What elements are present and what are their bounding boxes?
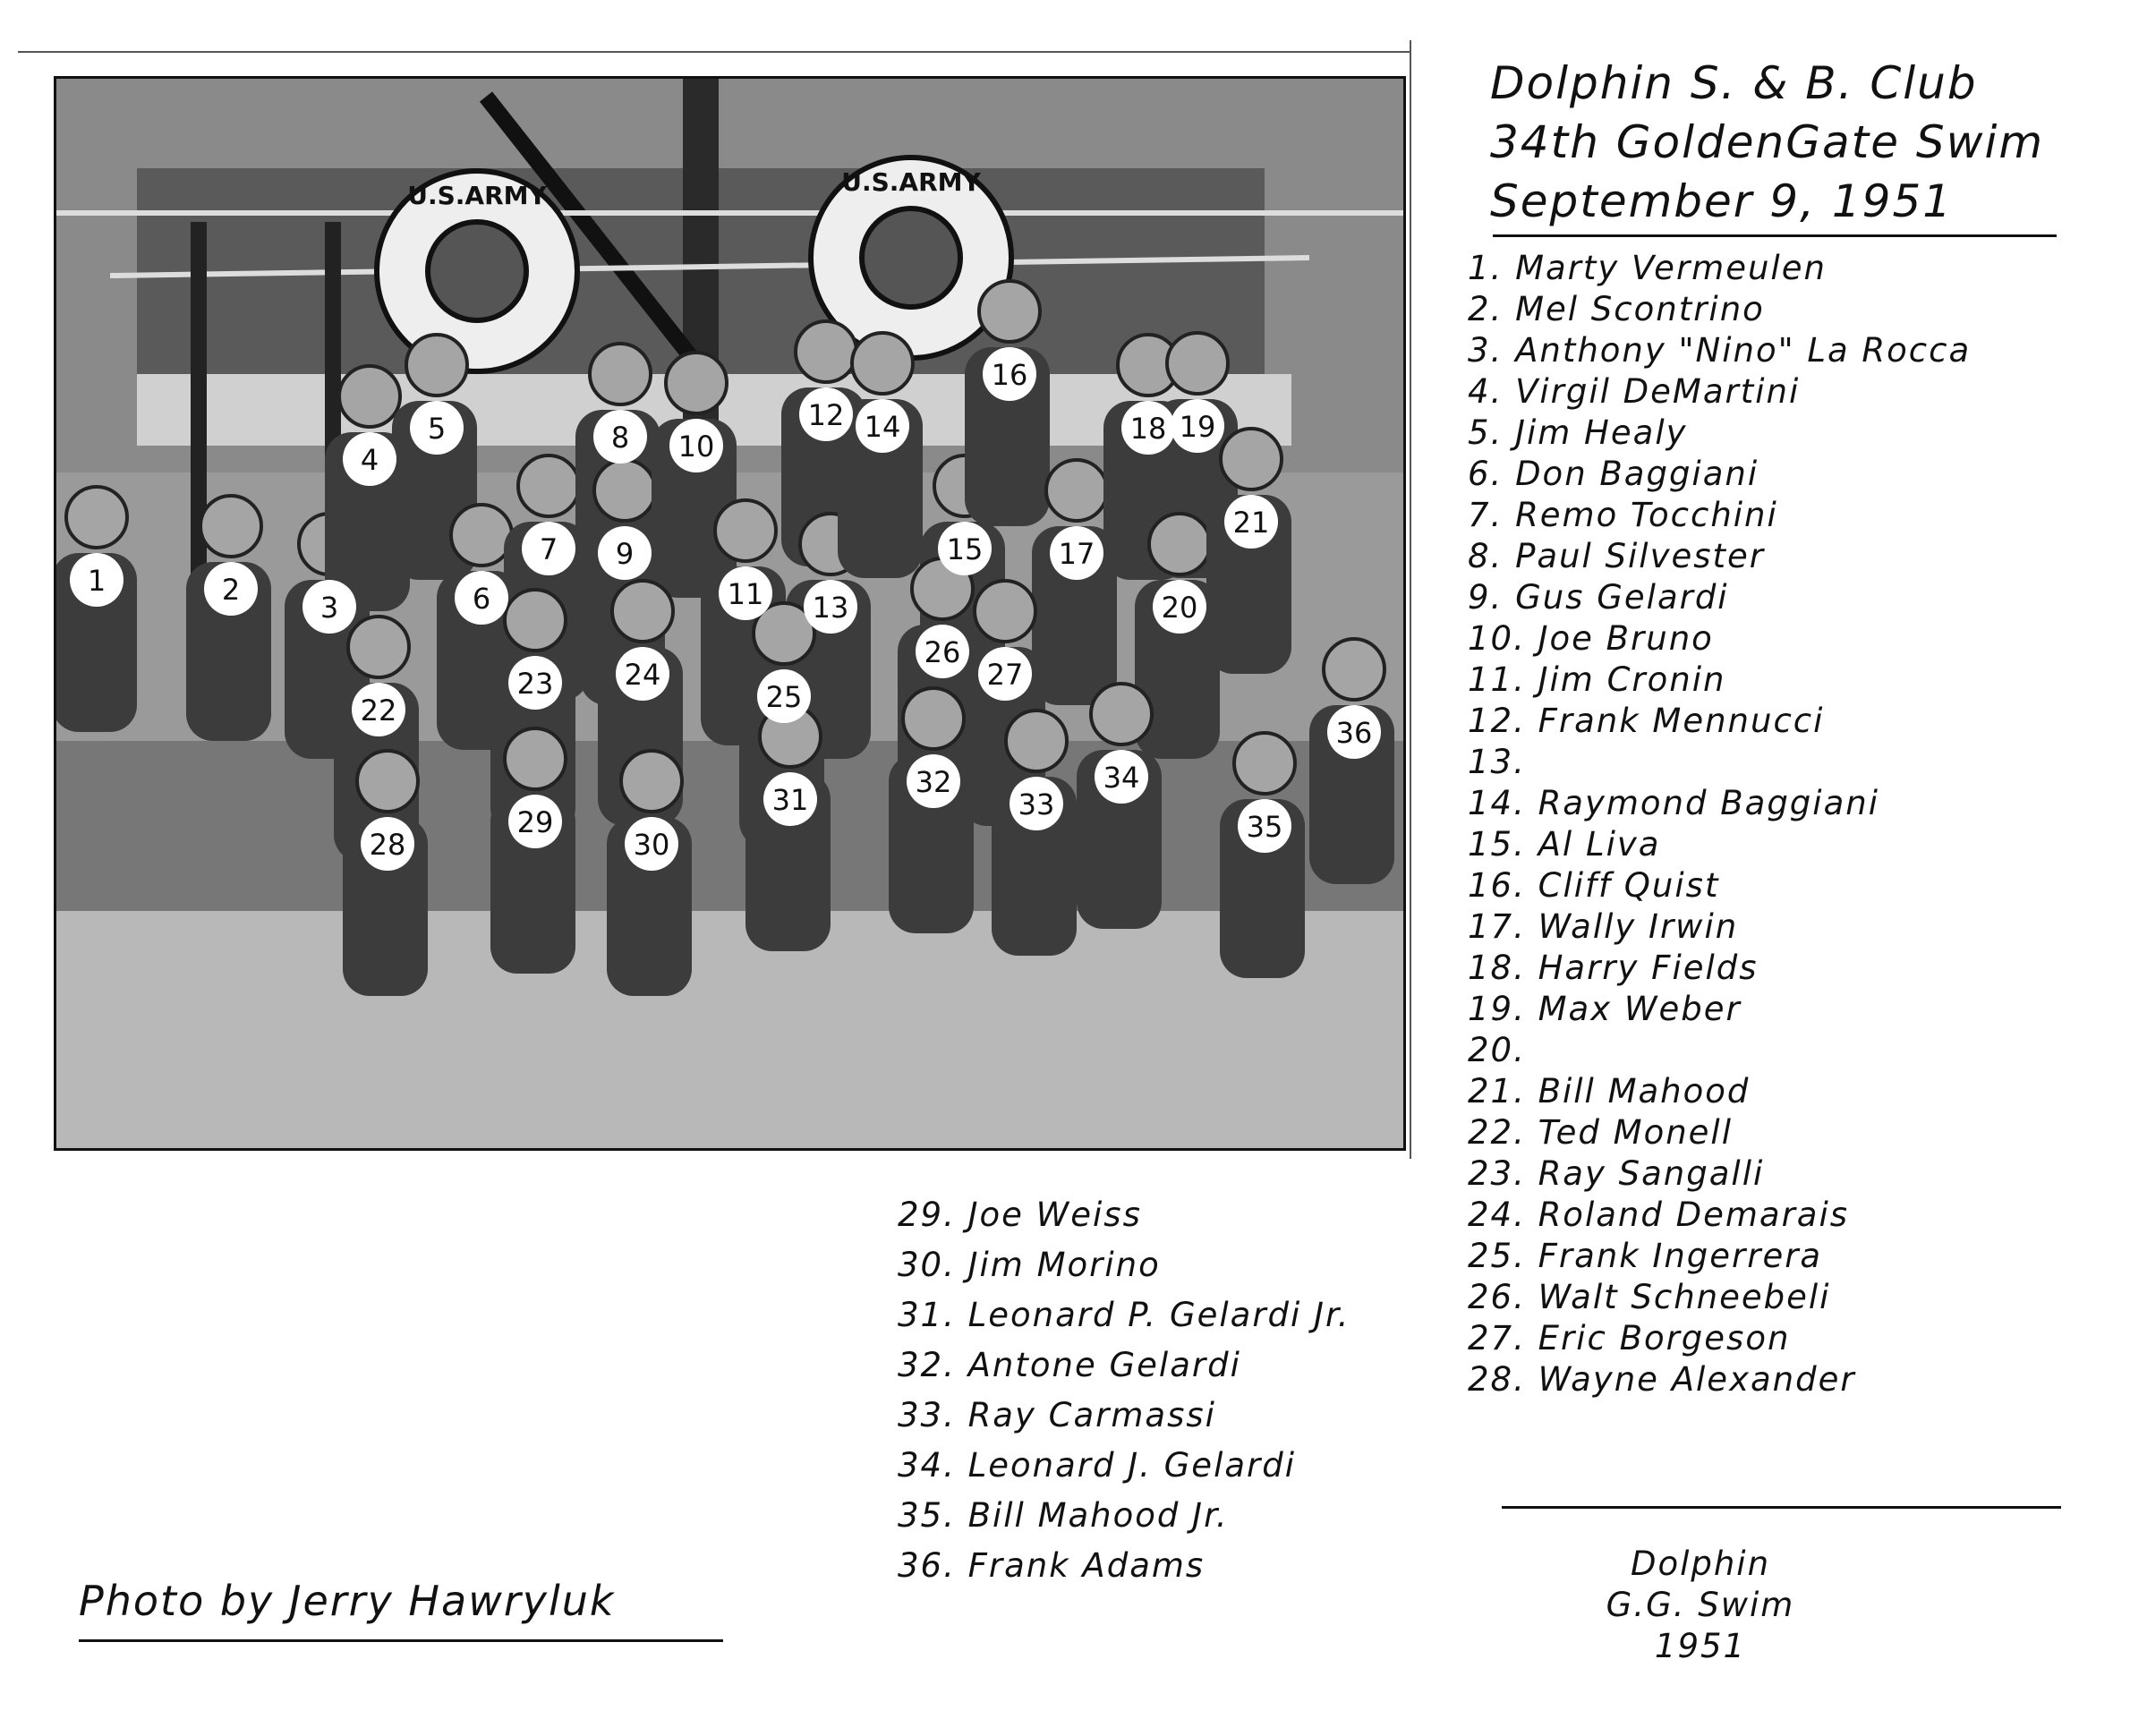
list-item: 36. Frank Adams <box>898 1546 1206 1585</box>
number-marker-label: 13 <box>812 591 849 625</box>
list-item: 27. Eric Borgeson <box>1468 1319 1791 1357</box>
list-item: 5. Jim Healy <box>1468 413 1688 452</box>
list-item: 8. Paul Silvester <box>1468 537 1766 575</box>
number-marker-label: 4 <box>360 443 379 477</box>
club-name: Dolphin S. & B. Club <box>1490 57 1978 109</box>
number-marker <box>763 772 817 826</box>
number-marker-label: 33 <box>1018 787 1055 821</box>
person-head <box>339 366 400 427</box>
person-head <box>518 455 579 516</box>
number-marker <box>508 795 562 848</box>
list-item: 33. Ray Carmassi <box>898 1396 1216 1434</box>
number-marker <box>343 432 396 486</box>
number-marker <box>983 347 1036 401</box>
number-marker-label: 32 <box>915 765 952 799</box>
list-item: 20. <box>1468 1031 1526 1069</box>
number-marker <box>856 399 909 453</box>
person-head <box>1046 460 1107 521</box>
number-marker <box>799 387 853 441</box>
person-head <box>590 344 651 404</box>
number-marker-label: 28 <box>369 828 406 862</box>
person-head <box>903 688 964 749</box>
list-item: 21. Bill Mahood <box>1468 1072 1751 1111</box>
number-marker <box>1153 580 1206 634</box>
person-head <box>796 321 856 382</box>
number-marker <box>719 566 772 620</box>
number-marker <box>204 562 258 616</box>
number-marker <box>410 401 464 455</box>
list-item: 31. Leonard P. Gelardi Jr. <box>898 1296 1350 1334</box>
number-marker-label: 7 <box>539 532 558 566</box>
number-marker <box>804 580 857 634</box>
photocopy-edge-right <box>1410 40 1411 1159</box>
list-item: 3. Anthony "Nino" La Rocca <box>1468 331 1972 370</box>
number-marker-label: 10 <box>677 430 715 464</box>
number-marker <box>1121 401 1175 455</box>
number-marker <box>302 580 356 634</box>
number-marker-label: 12 <box>807 398 845 432</box>
title-block <box>1490 54 2072 231</box>
person-head <box>1234 733 1295 794</box>
person-head <box>1006 711 1067 771</box>
header-underline <box>1493 234 2057 237</box>
footer-line-1: Dolphin <box>1630 1545 1771 1583</box>
number-marker <box>1010 777 1063 830</box>
number-marker-label: 22 <box>360 694 397 728</box>
number-marker-label: 8 <box>610 421 630 455</box>
list-item: 29. Joe Weiss <box>898 1196 1142 1234</box>
life-ring-text: U.S.ARMY <box>841 167 981 197</box>
list-item: 10. Joe Bruno <box>1468 619 1714 658</box>
person-head <box>612 581 673 642</box>
list-item: 6. Don Baggiani <box>1468 455 1759 493</box>
list-item: 34. Leonard J. Gelardi <box>898 1446 1297 1485</box>
number-marker-label: 21 <box>1232 506 1270 540</box>
number-marker <box>625 817 678 871</box>
number-marker <box>907 754 960 808</box>
number-marker <box>1171 399 1224 453</box>
number-marker-label: 34 <box>1103 761 1140 795</box>
number-marker-label: 1 <box>87 564 106 598</box>
number-marker-label: 29 <box>516 805 554 839</box>
number-marker <box>508 656 562 710</box>
event-name: 34th GoldenGate Swim <box>1490 116 2045 168</box>
number-marker-label: 30 <box>633 828 670 862</box>
number-marker-label: 6 <box>472 582 491 616</box>
person-head <box>451 505 512 566</box>
person-head <box>1167 333 1228 394</box>
number-marker-label: 18 <box>1129 412 1167 446</box>
number-marker-label: 27 <box>986 658 1024 692</box>
number-marker <box>522 522 575 575</box>
name-list-right <box>1468 248 1971 1400</box>
life-ring-left <box>377 171 577 371</box>
person-head <box>666 353 727 413</box>
person-head <box>1149 514 1210 574</box>
number-marker <box>1095 750 1148 804</box>
list-item: 11. Jim Cronin <box>1468 660 1726 699</box>
number-marker-label: 15 <box>946 532 984 566</box>
list-item: 32. Antone Gelardi <box>898 1346 1241 1384</box>
number-marker-label: 35 <box>1246 810 1283 844</box>
number-marker <box>616 647 669 701</box>
person-head <box>66 487 127 548</box>
list-item: 12. Frank Mennucci <box>1468 702 1825 740</box>
number-marker-label: 31 <box>771 783 809 817</box>
person-head <box>505 590 566 651</box>
event-date: September 9, 1951 <box>1490 175 1954 227</box>
person-head <box>357 751 418 812</box>
footer-note <box>1571 1544 1830 1667</box>
list-item: 23. Ray Sangalli <box>1468 1154 1765 1193</box>
number-marker-label: 14 <box>864 410 901 444</box>
number-marker-label: 25 <box>765 680 803 714</box>
list-item: 15. Al Liva <box>1468 825 1661 864</box>
person-head <box>975 581 1035 642</box>
footer-line-2: G.G. Swim <box>1606 1586 1795 1624</box>
number-marker <box>938 522 992 575</box>
number-marker-label: 26 <box>924 635 961 669</box>
list-item: 2. Mel Scontrino <box>1468 290 1765 328</box>
number-marker <box>598 526 652 580</box>
number-marker-label: 5 <box>427 412 447 446</box>
person-head <box>1324 639 1384 700</box>
number-marker <box>978 647 1032 701</box>
credit-underline <box>79 1639 723 1642</box>
number-marker <box>757 669 811 723</box>
number-marker-label: 11 <box>727 577 764 611</box>
list-item: 13. <box>1468 743 1526 781</box>
person-head <box>406 335 467 396</box>
number-marker-label: 23 <box>516 667 554 701</box>
number-marker <box>1238 799 1291 853</box>
list-item: 25. Frank Ingerrera <box>1468 1237 1823 1275</box>
person-head <box>621 751 682 812</box>
person-head <box>1221 429 1282 489</box>
number-marker <box>352 683 405 736</box>
list-item: 19. Max Weber <box>1468 990 1742 1028</box>
list-item: 4. Virgil DeMartini <box>1468 372 1801 411</box>
number-marker <box>1327 705 1381 759</box>
number-marker <box>1224 495 1278 549</box>
list-item: 16. Cliff Quist <box>1468 866 1720 905</box>
list-item: 17. Wally Irwin <box>1468 907 1739 946</box>
number-marker <box>916 625 969 678</box>
number-marker-label: 17 <box>1058 537 1095 571</box>
person-head <box>715 500 776 561</box>
person-head <box>200 496 261 557</box>
life-ring-text: U.S.ARMY <box>407 181 547 210</box>
number-marker-label: 2 <box>221 573 241 607</box>
person-head <box>505 728 566 789</box>
number-marker-label: 24 <box>624 658 661 692</box>
person-head <box>979 281 1040 342</box>
photocopy-edge-top <box>18 51 1410 53</box>
list-item: 9. Gus Gelardi <box>1468 578 1729 617</box>
list-item: 24. Roland Demarais <box>1468 1196 1850 1234</box>
group-photo-drawing <box>56 79 1403 1148</box>
photo-credit: Photo by Jerry Hawryluk <box>79 1577 616 1625</box>
list-item: 35. Bill Mahood Jr. <box>898 1496 1229 1535</box>
list-item: 22. Ted Monell <box>1468 1113 1733 1152</box>
person-head <box>348 617 409 677</box>
person-head <box>852 333 913 394</box>
list-item: 26. Walt Schneebeli <box>1468 1278 1831 1316</box>
list-end-rule <box>1502 1506 2061 1509</box>
person-head <box>594 460 655 521</box>
list-item: 28. Wayne Alexander <box>1468 1360 1856 1399</box>
number-marker <box>361 817 414 871</box>
number-marker-label: 20 <box>1161 591 1198 625</box>
group-photo <box>54 76 1406 1151</box>
list-item: 30. Jim Morino <box>898 1246 1161 1284</box>
number-marker <box>669 419 723 472</box>
number-marker-label: 36 <box>1335 716 1373 750</box>
number-marker <box>1050 526 1103 580</box>
person-head <box>1091 684 1152 745</box>
number-marker <box>455 571 508 625</box>
number-marker-label: 16 <box>991 358 1028 392</box>
footer-line-3: 1951 <box>1654 1627 1747 1665</box>
name-list-middle <box>898 1190 1350 1591</box>
number-marker-label: 3 <box>319 591 339 625</box>
number-marker-label: 19 <box>1179 410 1216 444</box>
number-marker <box>70 553 124 607</box>
list-item: 1. Marty Vermeulen <box>1468 249 1827 287</box>
list-item: 7. Remo Tocchini <box>1468 496 1778 534</box>
number-marker-label: 9 <box>615 537 635 571</box>
list-item: 18. Harry Fields <box>1468 949 1759 987</box>
list-item: 14. Raymond Baggiani <box>1468 784 1879 822</box>
boat-deck <box>56 911 1403 1148</box>
number-marker <box>593 410 647 464</box>
